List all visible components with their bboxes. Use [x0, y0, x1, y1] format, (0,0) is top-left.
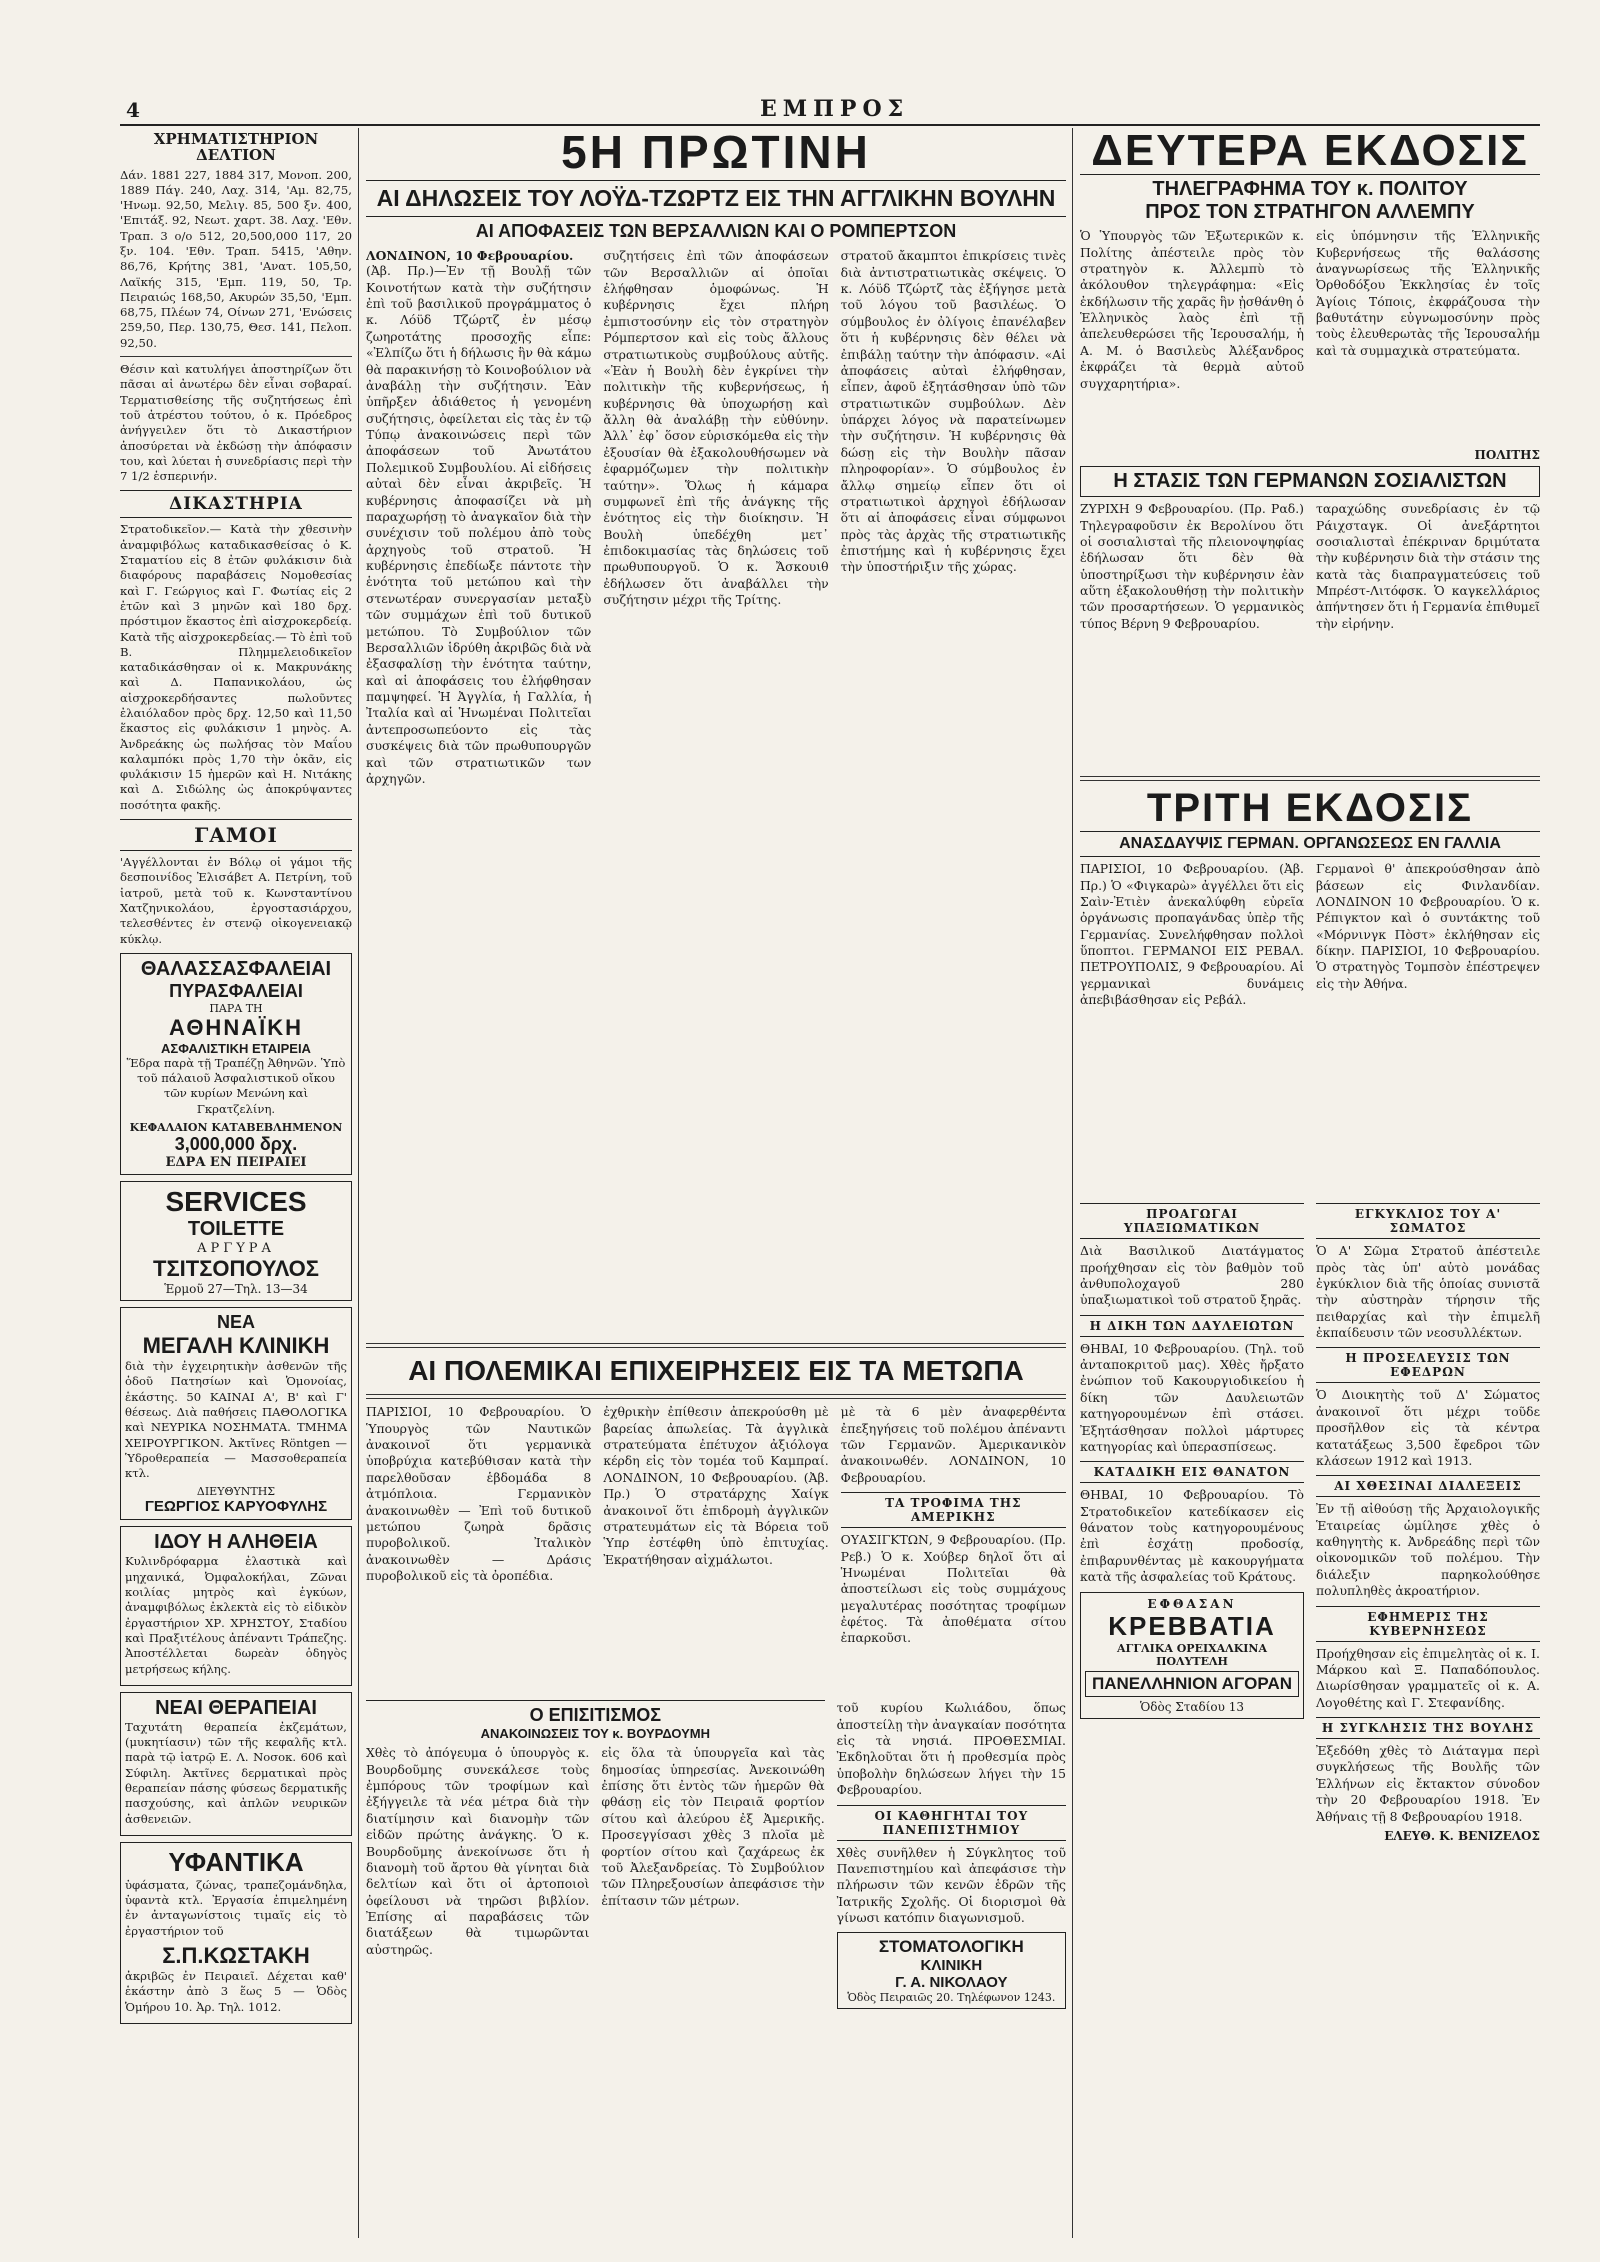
masthead: ΕΜΠΡΟΣ — [760, 96, 910, 122]
reservists-text: Ὁ Διοικητὴς τοῦ Δ' Σώματος ἀνακοινοῖ ὅτι μέχρι τοῦδε προσῆλθον εἰς τὰ κέντρα κατατάξεως 3,500 ἔφεδροι τῶν κλάσεων 1912 καὶ 1913. — [1316, 1387, 1540, 1468]
socialists-text-2: ταραχώδης συνεδρίασις ἐν τῷ Ράιχσταγκ. Οἱ ἀνεξάρτητοι σοσιαλισταὶ ἐπέκριναν δριμύτατα τὴν κυβέρνησιν διὰ τὴν στάσιν της κατὰ τὰς διαπραγματεύσεις τοῦ Μπρέστ-Λιτόφσκ. Ὁ καγκελλάριος ἀπήντησεν ὅτι ἡ Γερμανία ἐπιθυμεῖ τὴν εἰρήνην. — [1316, 501, 1540, 631]
insurance-title: ΘΑΛΑΣΣΑΣΦΑΛΕΙΑΙ — [140, 957, 332, 980]
beds-title: ΚΡΕΒΒΑΤΙΑ — [1108, 1610, 1276, 1641]
insurance-para: ΠΑΡΑ ΤΗ — [209, 1001, 263, 1015]
services-address: Ἑρμοῦ 27—Τηλ. 13—34 — [164, 1282, 308, 1297]
death-sentence-text: ΘΗΒΑΙ, 10 Φεβρουαρίου. Τὸ Στρατοδικεῖον κατεδίκασεν εἰς θάνατον τοὺς κατηγορουμένους ἐπὶ ἐσχάτῃ προδοσίᾳ, ἐπιβαρυνθέντας μὲ κακουργήματα κατὰ τῆς ἀσφαλείας τοῦ Κράτους. — [1080, 1487, 1304, 1585]
parliament-signature: ΕΛΕΥΘ. Κ. ΒΕΝΙΖΕΛΟΣ — [1384, 1828, 1540, 1843]
supply-subtitle: ΑΝΑΚΟΙΝΩΣΕΙΣ ΤΟΥ κ. ΒΟΥΡΔΟΥΜΗ — [480, 1726, 711, 1742]
services-subtitle: TOILETTE — [187, 1218, 285, 1241]
beds-store: ΠΑΝΕΛΛΗΝΙΟΝ ΑΓΟΡΑΝ — [1085, 1671, 1299, 1697]
war-column-1 — [366, 1404, 591, 1694]
services-title: SERVICES — [165, 1186, 307, 1218]
kicker: 5Η ΠΡΩΤΙΝΗ — [561, 128, 871, 178]
services-name: ΤΣΙΤΣΟΠΟΥΛΟΣ — [153, 1256, 319, 1282]
therapy-text: Ταχυτάτη θεραπεία ἐκζεμάτων, (μυκητίασιν) τῶν τῆς κεφαλῆς κτλ. παρὰ τῷ ἰατρῷ Ε. Λ. Νοσοκ. 606 καὶ Σύφιλη. Ἀκτῖνες δερματικαὶ πρὸς θεραπείαν πάσης φύσεως δερματικῆς πασχούσης, καὶ ἀπλῶν νευρικῶν ἀσθενειῶν. — [125, 1719, 347, 1826]
supply-text-1: Χθὲς τὸ ἀπόγευμα ὁ ὑπουργὸς κ. Βουρδοῦμης συνεκάλεσε τοὺς ἐμπόρους τῶν τροφίμων καὶ ἐξήγγειλε τὰ νέα μέτρα διὰ τὴν διατίμησιν καὶ διανομὴν τῶν εἰδῶν πρώτης ἀνάγκης. Ὁ κ. Βουρδοῦμης ἀνεκοίνωσε ὅτι ἡ διανομὴ τοῦ ἄρτου θὰ γίνηται διὰ δελτίων καὶ ὅτι οἱ ἀρτοποιοὶ ὀφείλουσι νὰ τηρῶσι βιβλίον. Ἐπίσης αἱ παραβάσεις τῶν διατάξεων θὰ τιμωρῶνται αὐστηρῶς. — [366, 1745, 590, 1957]
truth-title: ΙΔΟΥ Η ΑΛΗΘΕΙΑ — [154, 1531, 318, 1554]
gazette-title: ΕΦΗΜΕΡΙΣ ΤΗΣ ΚΥΒΕΡΝΗΣΕΩΣ — [1316, 1606, 1540, 1642]
lower-right-column — [837, 1700, 1066, 2238]
news-column-3 — [841, 248, 1066, 1338]
parliament-text: Ἐξεδόθη χθὲς τὸ Διάταγμα περὶ συγκλήσεως τῆς Βουλῆς τῶν Ἑλλήνων εἰς ἔκτακτον σύνοδον τὴν 20 Φεβρουαρίου 1918. Ἐν Ἀθήναις τῇ 8 Φεβρουαρίου 1918. — [1316, 1743, 1540, 1824]
bottom-right-column-1 — [1080, 1197, 1304, 1997]
divider — [366, 1343, 1066, 1348]
divider — [120, 356, 352, 357]
bourse-title: ΧΡΗΜΑΤΙΣΤΗΡΙΟΝ ΔΕΛΤΙΟΝ — [153, 130, 319, 164]
supply-text-2: εἰς ὅλα τὰ ὑπουργεῖα καὶ τὰς δημοσίας ὑπηρεσίας. Ἀνεκοινώθη ἐπίσης ὅτι ἐντὸς τῶν ἡμερῶν θὰ φθάσῃ εἰς τὸν Πειραιᾶ φορτίον σίτου καὶ ἀλεύρου ἐξ Ἀμερικῆς. Προσεγγίσασι χθὲς 3 πλοῖα μὲ φορτίον σίτου καὶ ζαχάρεως ἐκ τοῦ Ἀλεξανδρείας. Τὸ Συμβούλιον τῶν Πληρεξουσίων ἀπεφάσισε τὴν ἐπίτασιν τῶν μέτρων. — [601, 1745, 825, 1908]
weaving-text: ὑφάσματα, ζώνας, τραπεζομάνδηλα, ὑφαντὰ κτλ. Ἐργασία ἐπιμελημένη ἐν ἀνταγωνίστοις τιμαῖς εἰς τὸ ἐργαστήριον τοῦ — [125, 1877, 347, 1938]
insurance-company: ΑΘΗΝΑΪΚΗ — [169, 1014, 303, 1040]
subhead: ΑΙ ΑΠΟΦΑΣΕΙΣ ΤΩΝ ΒΕΡΣΑΛΛΙΩΝ ΚΑΙ Ο ΡΟΜΠΕΡΤΣΟΝ — [475, 221, 957, 242]
war-text-2: ἐχθρικὴν ἐπίθεσιν ἀπεκρούσθη μὲ βαρείας ἀπωλείας. Τὰ ἀγγλικὰ στρατεύματα ἐπέτυχον ἀξιόλογα κέρδη εἰς τὸν τομέα τοῦ Καμπραί. ΛΟΝΔΙΝΟΝ, 10 Φεβρουαρίου. (Ἀβ. Πρ.) Ὁ στρατάρχης Χαίγκ ἀνακοινοῖ ὅτι ἐπιδρομὴ ἀγγλικῶν στρατευμάτων εἰς τὰ Βόρεια τοῦ Ὑπρ ἐστέφθη ὑπὸ ἐπιτυχίας. Ἐκρατήθησαν αἰχμάλωτοι. — [603, 1404, 829, 1567]
insurance-company-2: ΑΣΦΑΛΙΣΤΙΚΗ ΕΤΑΙΡΕΙΑ — [161, 1040, 311, 1056]
corps-text: Ὁ Α' Σῶμα Στρατοῦ ἀπέστειλε πρὸς τὰς ὑπ' αὐτὸ μονάδας ἐγκύκλιον διὰ τῆς ὁποίας συνιστᾶ τὴν αὐστηρὰν τήρησιν τῆς πειθαρχίας καὶ τὴν ἐπιμελῆ ἐκπαίδευσιν τῶν νεοσυλλέκτων. — [1316, 1243, 1540, 1341]
lectures-title: ΑΙ ΧΘΕΣΙΝΑΙ ΔΙΑΛΕΞΕΙΣ — [1316, 1475, 1540, 1497]
right-section — [1080, 128, 1540, 2238]
third-edition-title: ΤΡΙΤΗ ΕΚΔΟΣΙΣ — [1146, 786, 1474, 831]
page-header — [120, 96, 1540, 126]
left-column — [120, 128, 352, 2238]
bourse-text: Δάν. 1881 227, 1884 317, Μονοπ. 200, 1889 Πάγ. 240, Λαχ. 314, 'Αμ. 82,75, 'Ηνωμ. 92,50, Μελιγ. 85, 500 ξν. 400, 'Επιτάξ. 92, Νεωτ. χαρτ. 38. Λαχ. 'Εθν. Τραπ. 3 ο/ο 512, 20,500,000 117, 20 ξν. 104. 'Εθν. Τραπ. 5415, 'Αθην. 86,76, Κρήτης 381, 'Ανατ. 105,50, Λαϊκής 315, 'Εμπ. 119, 50, Τρ. Πειραιώς 168,50, Ακυρών 35,50, 'Εμπ. 68,75, Πλέων 74, Οίνων 271, 'Ενώσεις 259,50, Περ. 130,75, Θεσ. 141, Πελοπ. 92,50. — [120, 167, 352, 350]
university-title: ΟΙ ΚΑΘΗΓΗΤΑΙ ΤΟΥ ΠΑΝΕΠΙΣΤΗΜΙΟΥ — [837, 1805, 1066, 1841]
parliament-title: Η ΣΥΓΚΛΗΣΙΣ ΤΗΣ ΒΟΥΛΗΣ — [1316, 1717, 1540, 1739]
insurance-text: Ἕδρα παρὰ τῇ Τραπέζῃ Ἀθηνῶν. Ὑπὸ τοῦ πάλαιοῦ Ἀσφαλιστικοῦ οἴκου τῶν κυρίων Μενώνη καὶ Γκρατζελίνη. — [126, 1055, 346, 1116]
war-title: ΑΙ ΠΟΛΕΜΙΚΑΙ ΕΠΙΧΕΙΡΗΣΕΙΣ ΕΙΣ ΤΑ ΜΕΤΩΠΑ — [408, 1355, 1024, 1387]
beds-subtitle: ΑΓΓΛΙΚΑ ΟΡΕΙΧΑΛΚΙΝΑ ΠΟΛΥΤΕΛΗ — [1116, 1641, 1268, 1668]
telegram-columns — [1080, 228, 1540, 448]
weaving-ad — [120, 1842, 352, 2024]
dental-subtitle: ΚΛΙΝΙΚΗ — [920, 1957, 983, 1975]
clinic-director-label: ΔΙΕΥΘΥΝΤΗΣ — [196, 1485, 276, 1499]
third-edition-subtitle: ΑΝΑΣΔΑΥΨΙΣ ΓΕΡΜΑΝ. ΟΡΓΑΝΩΣΕΩΣ ΕΝ ΓΑΛΛΙΑ — [1080, 831, 1540, 857]
corps-title: ΕΓΚΥΚΛΙΟΣ ΤΟΥ Α' ΣΩΜΑΤΟΣ — [1316, 1203, 1540, 1239]
socialists-columns — [1080, 501, 1540, 771]
war-column-3 — [841, 1404, 1066, 1694]
war-column-2 — [603, 1404, 828, 1694]
news-column-2 — [603, 248, 828, 1338]
war-columns — [366, 1404, 1066, 1694]
therapy-title: ΝΕΑΙ ΘΕΡΑΠΕΙΑΙ — [155, 1696, 317, 1719]
column-rule — [1072, 128, 1073, 2238]
courts-title: ΔΙΚΑΣΤΗΡΙΑ — [120, 490, 352, 518]
dateline: ΛΟΝΔΙΝΟΝ, 10 Φεβρουαρίου. — [366, 248, 574, 264]
promotions-title: ΠΡΟΑΓΩΓΑΙ ΥΠΑΞΙΩΜΑΤΙΚΩΝ — [1080, 1203, 1304, 1239]
food-text: ΟΥΑΣΙΓΚΤΩΝ, 9 Φεβρουαρίου. (Πρ. Ρεβ.) Ὁ κ. Χούβερ δηλοῖ ὅτι αἱ Ἡνωμέναι Πολιτεῖαι θὰ ἀποστείλωσι εἰς τοὺς συμμάχους μεγαλυτέρας ποσότητας τροφίμων ἐφέτος. Τὰ ἀποθέματα σίτου ἐπαρκοῦσι. — [840, 1532, 1066, 1646]
supply-title: Ο ΕΠΙΣΙΤΙΣΜΟΣ — [366, 1700, 825, 1726]
news-column-1 — [366, 248, 591, 1338]
page-number: 4 — [126, 98, 140, 122]
third-edition-text-2: Γερμανοὶ θ' ἀπεκρούσθησαν ἀπὸ βάσεων εἰς Φινλανδίαν. ΛΟΝΔΙΝΟΝ 10 Φεβρουαρίου. Ὁ κ. Ρέπιγκτον καὶ ὁ συντάκτης τοῦ «Μόρνινγκ Πὸστ» ἐκλήθησαν εἰς δίκην. ΠΑΡΙΣΙΟΙ, 10 Φεβρουαρίου. Ὁ στρατηγὸς Τομπσὸν ἐπέστρεψεν εἰς τὴν Ἀθήνα. — [1316, 861, 1540, 991]
telegram-column-2 — [1316, 228, 1540, 448]
clinic-title: ΜΕΓΑΛΗ ΚΛΙΝΙΚΗ — [142, 1333, 330, 1359]
insurance-seat: ΕΔΡΑ ΕΝ ΠΕΙΡΑΙΕΙ — [165, 1155, 307, 1171]
trial-text: ΘΗΒΑΙ, 10 Φεβρουαρίου. (Τηλ. τοῦ ἀνταποκριτοῦ μας). Χθὲς ἤρξατο ἐνώπιον τοῦ Κακουργιοδικείου ἡ δίκη τῶν Δαυλειωτῶν κατηγορουμένων ἐπὶ στάσει. Ἐξητάσθησαν πολλοὶ μάρτυρες κατηγορίας καὶ ὑπερασπίσεως. — [1080, 1340, 1304, 1454]
trial-title: Η ΔΙΚΗ ΤΩΝ ΔΑΥΛΕΙΩΤΩΝ — [1080, 1315, 1304, 1337]
truth-text: Κυλινδρόφαρμα ἐλαστικὰ καὶ μηχανικά, Ὀμφαλοκήλαι, Ζῶναι κοιλίας μητρὸς καὶ ἐγκύων, ἀναμφιβόλως ἐκλεκτὰ εἰς τὸ εἰδικὸν ἐργαστήριον ΧΡ. ΧΡΗΣΤΟΥ, Σταδίου καὶ Πραξιτέλους ἀπέναντι Τράπεζης. Ἀποστέλλεται δωρεὰν ὁδηγὸς μετρήσεως κήλης. — [125, 1554, 347, 1676]
bottom-right-column-2 — [1316, 1197, 1540, 1997]
services-ad — [120, 1181, 352, 1301]
news-text-3: στρατοῦ ἄκαμπτοι ἐπικρίσεις τινὲς διὰ ἀντιστρατιωτικὰς σκέψεις. Ὁ κ. Λόϋδ Τζώρτζ τὰς ἐξήγησε μετὰ τοῦ λόγου τοῦ βασιλέως. Ὁ σύμβουλος ἐν ὀλίγοις ἐπανέλαβεν ὅτι ἡ κυβέρνησις δὲν θέλει νὰ ἐπιβάλῃ ταύτην τὴν ἀπόφασιν. «Αἱ ἀποφάσεις αὐταὶ ἐλήφθησαν, εἶπεν, ἀφοῦ ἐξητάσθησαν ὑπὸ τῶν στρατιωτικῶν συμβούλων. Δὲν ὑπάρχει λόγος νὰ παρατείνωμεν τὴν συζήτησιν. Ἡ κυβέρνησις θὰ δώσῃ εἰς τὴν Βουλὴν πᾶσαν πληροφορίαν». Ὁ σύμβουλος ἐν ἄλλῳ σημείῳ εἶπεν ὅτι οἱ στρατιωτικοὶ ἀρχηγοὶ ἐδήλωσαν ὅτι αἱ ἀποφάσεις εἶναι σύμφωνοι πρὸς τὰς ἀρχὰς τῆς στρατιωτικῆς ἐπιστήμης καὶ ἡ κυβέρνησις ἔχει τὴν ὑποστήριξιν τῆς χώρας. — [840, 248, 1066, 575]
clinic-new: ΝΕΑ — [216, 1312, 255, 1333]
divider — [1080, 776, 1540, 781]
column-rule — [358, 128, 359, 2238]
divider — [366, 1394, 1066, 1399]
second-edition-title: ΔΕΥΤΕΡΑ ΕΚΔΟΣΙΣ — [1091, 128, 1529, 175]
main-news — [366, 128, 1066, 2238]
supply-columns — [366, 1745, 825, 1962]
telegram-signature: ΠΟΛΙΤΗΣ — [1474, 448, 1540, 463]
truth-ad — [120, 1526, 352, 1685]
headline: ΑΙ ΔΗΛΩΣΕΙΣ ΤΟΥ ΛΟΫΔ-ΤΖΩΡΤΖ ΕΙΣ ΤΗΝ ΑΓΓΛΙΚΗΝ ΒΟΥΛΗΝ — [366, 180, 1066, 217]
weaving-name: Σ.Π.ΚΩΣΤΑΚΗ — [162, 1943, 310, 1969]
beds-ad — [1080, 1592, 1304, 1719]
supply-column-2 — [601, 1745, 824, 1962]
third-edition-column-2 — [1316, 861, 1540, 1191]
supply-text-3: τοῦ κυρίου Κωλιάδου, ὅπως ἀποστείλῃ τὴν ἀναγκαίαν ποσότητα εἰς τὰ νησιά. ΠΡΟΘΕΣΜΙΑΙ. Ἐκδηλοῦται ὅτι ἡ προθεσμία πρὸς ὑποβολὴν δηλώσεων λήγει τὴν 15 Φεβρουαρίου. — [836, 1700, 1066, 1798]
weaving-title: ΥΦΑΝΤΙΚΑ — [168, 1846, 304, 1877]
clinic-text: διὰ τὴν ἐγχειρητικὴν ἀσθενῶν τῆς ὁδοῦ Πατησίων καὶ Ὁμονοίας, ἑκάστης. 50 ΚΑΙΝΑΙ Α', Β' καὶ Γ' θέσεως. Διὰ παθήσεις ΠΑΘΟΛΟΓΙΚΑ καὶ ΝΕΥΡΙΚΑ ΝΟΣΗΜΑΤΑ. ΤΜΗΜΑ ΧΕΙΡΟΥΡΓΙΚΟΝ. Ἀκτῖνες Röntgen — Ὑδροθεραπεία — Μασσοθεραπεία κτλ. — [125, 1359, 347, 1481]
university-text: Χθὲς συνῆλθεν ἡ Σύγκλητος τοῦ Πανεπιστημίου καὶ ἀπεφάσισε τὴν πλήρωσιν τῶν κενῶν ἑδρῶν τῆς Ἰατρικῆς Σχολῆς. Οἱ διορισμοὶ θὰ γίνωσι κατόπιν διαγωνισμοῦ. — [836, 1844, 1066, 1926]
reservists-title: Η ΠΡΟΣΕΛΕΥΣΙΣ ΤΩΝ ΕΦΕΔΡΩΝ — [1316, 1347, 1540, 1383]
insurance-capital-label: ΚΕΦΑΛΑΙΟΝ ΚΑΤΑΒΕΒΛΗΜΕΝΟΝ — [129, 1121, 343, 1135]
supply-section — [366, 1700, 825, 2238]
supply-column-1 — [366, 1745, 589, 1962]
dental-ad — [837, 1932, 1066, 2009]
news-text-2: συζητήσεις ἐπὶ τῶν ἀποφάσεων τῶν Βερσαλλιῶν αἱ ὁποῖαι ἐλήφθησαν ὁμοφώνως. Ἡ κυβέρνησις ἔχει πλήρη ἐμπιστοσύνην εἰς τὸν στρατηγὸν Ρόμπερτσον καὶ εἰς τοὺς ἄλλους στρατιωτικοὺς συμβούλους αὐτῆς. «Ἐὰν ἡ Βουλὴ δὲν ἐγκρίνει τὴν πολιτικὴν τῆς κυβερνήσεως, ἡ κυβέρνησις θὰ ὑποχωρήσῃ καὶ ἄλλη θὰ ἀναλάβῃ τὴν εὐθύνην. Ἀλλ᾽ ἐφ᾽ ὅσον εὑρισκόμεθα εἰς τὴν ἐξουσίαν θὰ ἐξακολουθήσωμεν νὰ ἐφαρμόζωμεν τὴν πολιτικὴν ταύτην». Ὅλως ἡ κάμαρα συμφωνεῖ ἐπὶ τῆς ἀνάγκης τῆς ἑνότητος εἰς τὴν διοίκησιν. Ἡ Βουλὴ ὑπεδέχθη μετ᾽ ἐπιδοκιμασίας τὰς δηλώσεις τοῦ πρωθυπουργοῦ. Ὁ κ. Ἄσκουιθ ἐδήλωσεν ὅτι ἀναβάλλει τὴν συζήτησιν μέχρι τῆς Τρίτης. — [603, 248, 829, 608]
telegram-title: ΤΗΛΕΓΡΑΦΗΜΑ ΤΟΥ κ. ΠΟΛΙΤΟΥ — [1080, 174, 1540, 201]
weddings-title: ΓΑΜΟΙ — [120, 819, 352, 851]
food-title: ΤΑ ΤΡΟΦΙΜΑ ΤΗΣ ΑΜΕΡΙΚΗΣ — [841, 1492, 1066, 1528]
promotions-text: Διὰ Βασιλικοῦ Διατάγματος προήχθησαν εἰς τὸν βαθμὸν τοῦ ἀνθυπολοχαγοῦ 280 ὑπαξιωματικοὶ τοῦ στρατοῦ ξηρᾶς. — [1080, 1243, 1304, 1308]
telegram-subtitle: ΠΡΟΣ ΤΟΝ ΣΤΡΑΤΗΓΟΝ ΑΛΛΕΜΠΥ — [1145, 201, 1475, 224]
socialists-text-1: ΖΥΡΙΧΗ 9 Φεβρουαρίου. (Πρ. Ραδ.) Τηλεγραφοῦσιν ἐκ Βερολίνου ὅτι οἱ σοσιαλισταὶ τῆς πλειονοψηφίας ἐδήλωσαν ὅτι δὲν θὰ ὑποστηρίξωσι τὴν κυβέρνησιν ἐὰν αὕτη ἐξακολουθήσῃ τὴν πολιτικὴν τῶν προσαρτήσεων. Ὁ γερμανικὸς τύπος Βέρνη 9 Φεβρουαρίου. — [1080, 501, 1304, 631]
weddings-text: 'Αγγέλλονται ἐν Βόλῳ οἱ γάμοι τῆς δεσποινίδος Ἐλισάβετ Α. Πετρίνη, τοῦ ἰατροῦ, μετὰ τοῦ κ. Κωνσταντίνου Χατζηνικολάου, ἐργοστασιάρχου, τελεσθέντες ἐν στενῷ οἰκογενειακῷ κύκλῳ. — [120, 855, 352, 946]
news-columns — [366, 248, 1066, 1338]
third-edition-column-1 — [1080, 861, 1304, 1191]
courts-text: Στρατοδικεῖον.— Κατὰ τὴν χθεσινὴν ἀναμφιβόλως καταδικασθείσας ὁ Κ. Σταματίου εἰς 8 ἐτῶν φυλάκισιν διὰ διαφόρους παραβάσεις Νομοθεσίας καὶ Γ. Γεώργιος καὶ Γ. Φωτίας εἰς 2 ἐτῶν καὶ 3 μηνῶν καὶ 180 δρχ. πρόστιμον ἕκαστος ἐπὶ αἰσχροκερδείᾳ. Κατὰ τῆς αἰσχροκερδείας.— Τὸ ἐπὶ τοῦ Β. Πλημμελειοδικεῖον καταδικάσθησαν οἱ κ. Μακρυνάκης καὶ Δ. Παπανικολάου, ὡς αἰσχροκερδήσαντες πωλοῦντες ἐλαιόλαδον πρὸς δρχ. 12,50 καὶ 11,50 ἕκαστος εἰς φυλάκισιν 1 μηνὸς. Α. Ἀνδρεάκης ὡς πωλήσας τὸν Μαΐου καλαμπόκι πρὸς 1,70 τὴν ὀκᾶν, εἰς φυλάκισιν 15 ἡμερῶν καὶ Η. Νιτάκης καὶ Δ. Σιδώλης ὡς ἀποκρύψαντες ποσότητα φακῆς. — [120, 522, 352, 812]
lectures-text: Ἐν τῇ αἰθούσῃ τῆς Ἀρχαιολογικῆς Ἑταιρείας ὡμίλησε χθὲς ὁ καθηγητὴς κ. Ἀνδρεάδης περὶ τῶν οἰκονομικῶν τοῦ πολέμου. Τὴν διάλεξιν παρηκολούθησε πολυπληθὲς ἀκροατήριον. — [1316, 1501, 1540, 1599]
bottom-right-columns — [1080, 1197, 1540, 1997]
weaving-address: ἀκριβῶς ἐν Πειραιεῖ. Δέχεται καθ' ἑκάστην ἀπὸ 3 ἕως 5 — Ὁδὸς Ὁμήρου 10. Ἀρ. Τηλ. 1012. — [125, 1969, 347, 2014]
telegram-column-1 — [1080, 228, 1304, 448]
telegram-text-1: Ὁ Ὑπουργὸς τῶν Ἐξωτερικῶν κ. Πολίτης ἀπέστειλε πρὸς τὸν στρατηγὸν κ. Ἀλλεμπὺ τὸ ἀκόλουθον τηλεγράφημα: «Εἰς ἐκδήλωσιν τῆς χαρᾶς ἣν ᾐσθάνθη ὁ Ἑλληνικὸς λαὸς ἐπὶ τῇ ἀπελευθερώσει τῆς Ἱερουσαλήμ, ἡ Α. Μ. ὁ Βασιλεὺς Ἀλέξανδρος ἐκφράζει τὰ θερμὰ αὐτοῦ συγχαρητήρια». — [1080, 228, 1304, 391]
insurance-ad — [120, 953, 352, 1175]
dental-name: Γ. Α. ΝΙΚΟΛΑΟΥ — [895, 1974, 1008, 1992]
clinic-ad — [120, 1307, 352, 1520]
socialists-title: Η ΣΤΑΣΙΣ ΤΩΝ ΓΕΡΜΑΝΩΝ ΣΟΣΙΑΛΙΣΤΩΝ — [1080, 466, 1540, 497]
insurance-capital: 3,000,000 δρχ. — [174, 1134, 298, 1155]
dental-title: ΣΤΟΜΑΤΟΛΟΓΙΚΗ — [878, 1937, 1024, 1957]
insurance-subtitle: ΠΥΡΑΣΦΑΛΕΙΑΙ — [169, 980, 303, 1001]
telegram-text-2: εἰς ὑπόμνησιν τῆς Ἑλληνικῆς Κυβερνήσεως τῆς θαλάσσης ἀναγνωρίσεως τῆς Ἑλληνικῆς Ὀρθοδόξου Ἐκκλησίας ἐν τοῖς Ἁγίοις Τόποις, ἐκφράζουσα τὴν βαθυτάτην εὐγνωμοσύνην πρὸς τοὺς ἐλευθερωτὰς τῆς Ἱερουσαλήμ καὶ τὰ συμμαχικὰ στρατεύματα. — [1316, 228, 1540, 358]
third-edition-text-1: ΠΑΡΙΣΙΟΙ, 10 Φεβρουαρίου. (Ἀβ. Πρ.) Ὁ «Φιγκαρὼ» ἀγγέλλει ὅτι εἰς Σαὶν-Ἐτιὲν ἀνεκαλύφθη εὐρεῖα ὀργάνωσις προπαγάνδας ὑπὲρ τῆς Γερμανίας. Συνελήφθησαν πολλοὶ ὕποπτοι. ΓΕΡΜΑΝΟΙ ΕΙΣ ΡΕΒΑΛ. ΠΕΤΡΟΥΠΟΛΙΣ, 9 Φεβρουαρίου. Αἱ γερμανικαὶ δυνάμεις ἀπεβιβάσθησαν εἰς Ρεβάλ. — [1080, 861, 1304, 1008]
socialists-column-1 — [1080, 501, 1304, 771]
gazette-text: Προήχθησαν εἰς ἐπιμελητὰς οἱ κ. Ι. Μάρκου καὶ Ξ. Παπαδόπουλος. Διωρίσθησαν γραμματεῖς οἱ κ. Α. Λογοθέτης καὶ Γ. Στεφανίδης. — [1316, 1645, 1540, 1710]
death-sentence-title: ΚΑΤΑΔΙΚΗ ΕΙΣ ΘΑΝΑΤΟΝ — [1080, 1461, 1304, 1483]
news-text-1: (Ἀβ. Πρ.)—Ἐν τῇ Βουλῇ τῶν Κοινοτήτων κατὰ τὴν συζήτησιν ἐπὶ τοῦ βασιλικοῦ προγράμματος ὁ κ. Λόϋδ Τζώρτζ ἐν μέσῳ ζωηροτάτης προσοχῆς εἶπε: «Ἐλπίζω ὅτι ἡ δήλωσις ἣν θὰ κάμω θὰ παρακινήσῃ τὸ Κοινοβούλιον νὰ ἀναβάλῃ τὴν συζήτησιν. Ἐὰν ὑπῆρξεν ἀδιάθετος ἡ γενομένη συζήτησις, ὀφείλεται εἰς τὰς ἐν τῷ Τύπῳ ἀνακοινώσεις περὶ τῶν ἀποφάσεων τοῦ Ἀνωτάτου Πολεμικοῦ Συμβουλίου. Αἱ εἰδήσεις αὐταὶ δὲν εἶναι ἀκριβεῖς. Ἡ κυβέρνησις ἀποφασίζει νὰ μὴ παραχωρήσῃ τὸ ἀναγκαῖον διὰ τὴν συνέχισιν τοῦ πολέμου ἀπὸ τοὺς ἀρχηγοὺς τοῦ στρατοῦ. Ἡ κυβέρνησις ἐπεδίωξε πάντοτε τὴν ἑνότητα τοῦ μετώπου καὶ τὴν στενωτέραν συνεργασίαν μεταξὺ τῶν συμμάχων ἐπὶ τοῦ δυτικοῦ μετώπου. Τὸ Συμβούλιον τῶν Βερσαλλιῶν ἱδρύθη ἀκριβῶς διὰ νὰ ἐξασφαλίσῃ τὴν ἑνότητα ταύτην, καὶ αἱ ἀποφάσεις του ἐλήφθησαν παμψηφεί. Ἡ Ἀγγλία, ἡ Γαλλία, ἡ Ἰταλία καὶ αἱ Ἡνωμέναι Πολιτεῖαι ἀντεπροσωπεύοντο εἰς τὰς συσκέψεις διὰ τῶν πρωθυπουργῶν καὶ τῶν στρατιωτικῶν των ἀρχηγῶν. — [366, 263, 592, 786]
war-text-3: μὲ τὰ 6 μὲν ἀναφερθέντα ἐπεξηγήσεις τοῦ πολέμου ἀπέναντι τῶν Γερμανῶν. Ἀμερικανικὸν ἀνακοινωθέν. ΛΟΝΔΙΝΟΝ, 10 Φεβρουαρίου. — [840, 1404, 1066, 1485]
war-text-1: ΠΑΡΙΣΙΟΙ, 10 Φεβρουαρίου. Ὁ Ὑπουργὸς τῶν Ναυτικῶν ἀνακοινοῖ ὅτι γερμανικὰ ὑποβρύχια κατεβύθισαν κατὰ τὴν παρελθοῦσαν ἑβδομάδα 8 ἀτμόπλοια. Γερμανικὸν ἀνακοινωθὲν — Ἐπὶ τοῦ δυτικοῦ μετώπου ζωηρὰ δρᾶσις πυροβολικοῦ. Ἰταλικὸν ἀνακοινωθὲν — Δράσις πυροβολικοῦ εἰς τὰ ὀροπέδια. — [366, 1404, 592, 1584]
beds-address: Ὁδὸς Σταδίου 13 — [1139, 1699, 1245, 1714]
dental-text: Ὁδὸς Πειραιῶς 20. Τηλέφωνον 1243. — [847, 1991, 1056, 2005]
services-metal: ΑΡΓΥΡΑ — [197, 1241, 275, 1257]
socialists-column-2 — [1316, 501, 1540, 771]
clinic-director: ΓΕΩΡΓΙΟΣ ΚΑΡΥΟΦΥΛΗΣ — [144, 1498, 328, 1516]
bourse-text-2: Θέσιν καὶ κατυλήγει ἀποστηρίζων ὅτι πᾶσαι αἱ ἀνωτέρω δὲν εἶναι σοβαραί. Τερματισθείσης τῆς συζητήσεως ἐπὶ τοῦ ἀτρέστου τούτου, ὁ κ. Πρόεδρος ἀνήγγειλεν ὅτι τὸ Δικαστήριον ἀποσύρεται νὰ ἐκδώσῃ τὴν ἀπόφασιν του, καὶ λύεται ἡ συνεδρίασις περὶ τὴν 7 1/2 ἑσπερινήν. — [120, 362, 352, 484]
therapy-ad — [120, 1692, 352, 1836]
third-edition-columns — [1080, 861, 1540, 1191]
beds-arrived: ΕΦΘΑΣΑΝ — [1147, 1596, 1237, 1611]
lower-columns — [366, 1700, 1066, 2238]
